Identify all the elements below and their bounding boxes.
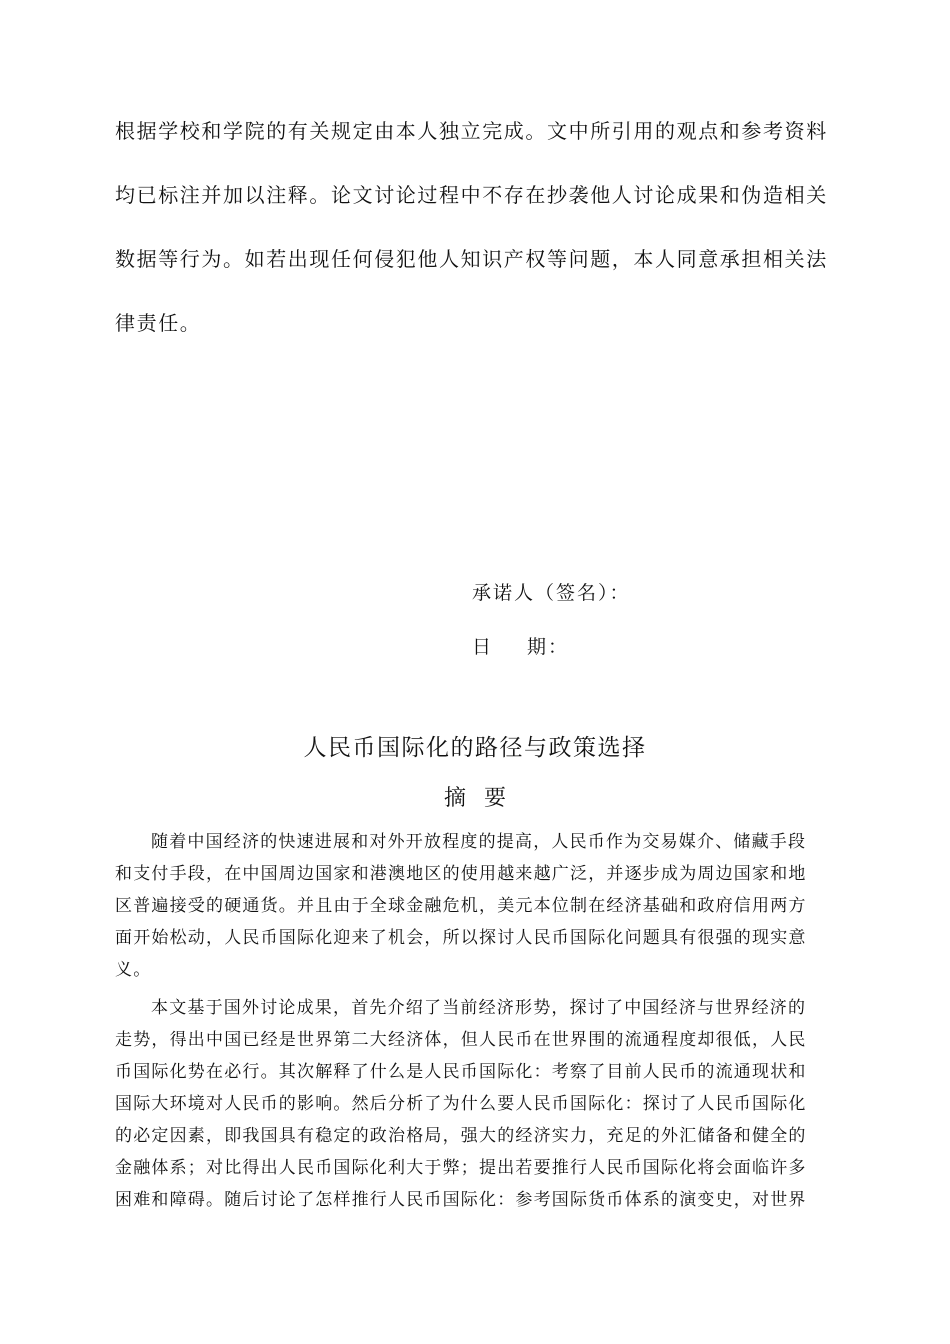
abstract-line: 走势，得出中国已经是世界第二大经济体，但人民币在世界围的流通程度却很低，人民 xyxy=(115,1030,807,1050)
abstract-line: 的必定因素，即我国具有稳定的政治格局，强大的经济实力，充足的外汇储备和健全的 xyxy=(115,1126,807,1146)
abstract-line: 金融体系；对比得出人民币国际化利大于弊；提出若要推行人民币国际化将会面临许多 xyxy=(115,1158,807,1178)
abstract-line: 随着中国经济的快速进展和对外开放程度的提高，人民币作为交易媒介、储藏手段 xyxy=(151,832,807,852)
date-label xyxy=(472,630,772,664)
date-label-first: 日 xyxy=(472,636,494,658)
signer-label: 承诺人（签名）： xyxy=(472,582,631,604)
abstract-heading: 摘要 xyxy=(443,786,524,811)
abstract-line: 国际大环境对人民币的影响。然后分析了为什么要人民币国际化：探讨了人民币国际化 xyxy=(115,1094,807,1114)
abstract-line: 面开始松动，人民币国际化迎来了机会，所以探讨人民币国际化问题具有很强的现实意 xyxy=(115,928,807,948)
abstract-paragraph xyxy=(115,992,857,1216)
abstract-body xyxy=(115,826,857,1222)
abstract-paragraph xyxy=(115,826,857,986)
declaration-line: 律责任。 xyxy=(115,311,202,335)
declaration-line: 均已标注并加以注释。论文讨论过程中不存在抄袭他人讨论成果和伪造相关 xyxy=(115,183,828,207)
declaration-line: 数据等行为。如若出现任何侵犯他人知识产权等问题，本人同意承担相关法 xyxy=(115,247,828,271)
signature-block xyxy=(472,576,772,664)
abstract-line: 区普遍接受的硬通货。并且由于全球金融危机，美元本位制在经济基础和政府信用两方 xyxy=(115,896,807,916)
abstract-line: 币国际化势在必行。其次解释了什么是人民币国际化：考察了目前人民币的流通现状和 xyxy=(115,1062,807,1082)
abstract-line: 困难和障碍。随后讨论了怎样推行人民币国际化：参考国际货币体系的演变史，对世界 xyxy=(115,1190,807,1210)
paper-title: 人民币国际化的路径与政策选择 xyxy=(303,735,647,761)
abstract-line: 义。 xyxy=(115,960,152,980)
date-label-second: 期： xyxy=(527,636,570,658)
abstract-line: 和支付手段，在中国周边国家和港澳地区的使用越来越广泛，并逐步成为周边国家和地 xyxy=(115,864,807,884)
abstract-line: 本文基于国外讨论成果，首先介绍了当前经济形势，探讨了中国经济与世界经济的 xyxy=(151,998,807,1018)
declaration-text xyxy=(115,112,857,368)
declaration-line: 根据学校和学院的有关规定由本人独立完成。文中所引用的观点和参考资料 xyxy=(115,119,828,143)
